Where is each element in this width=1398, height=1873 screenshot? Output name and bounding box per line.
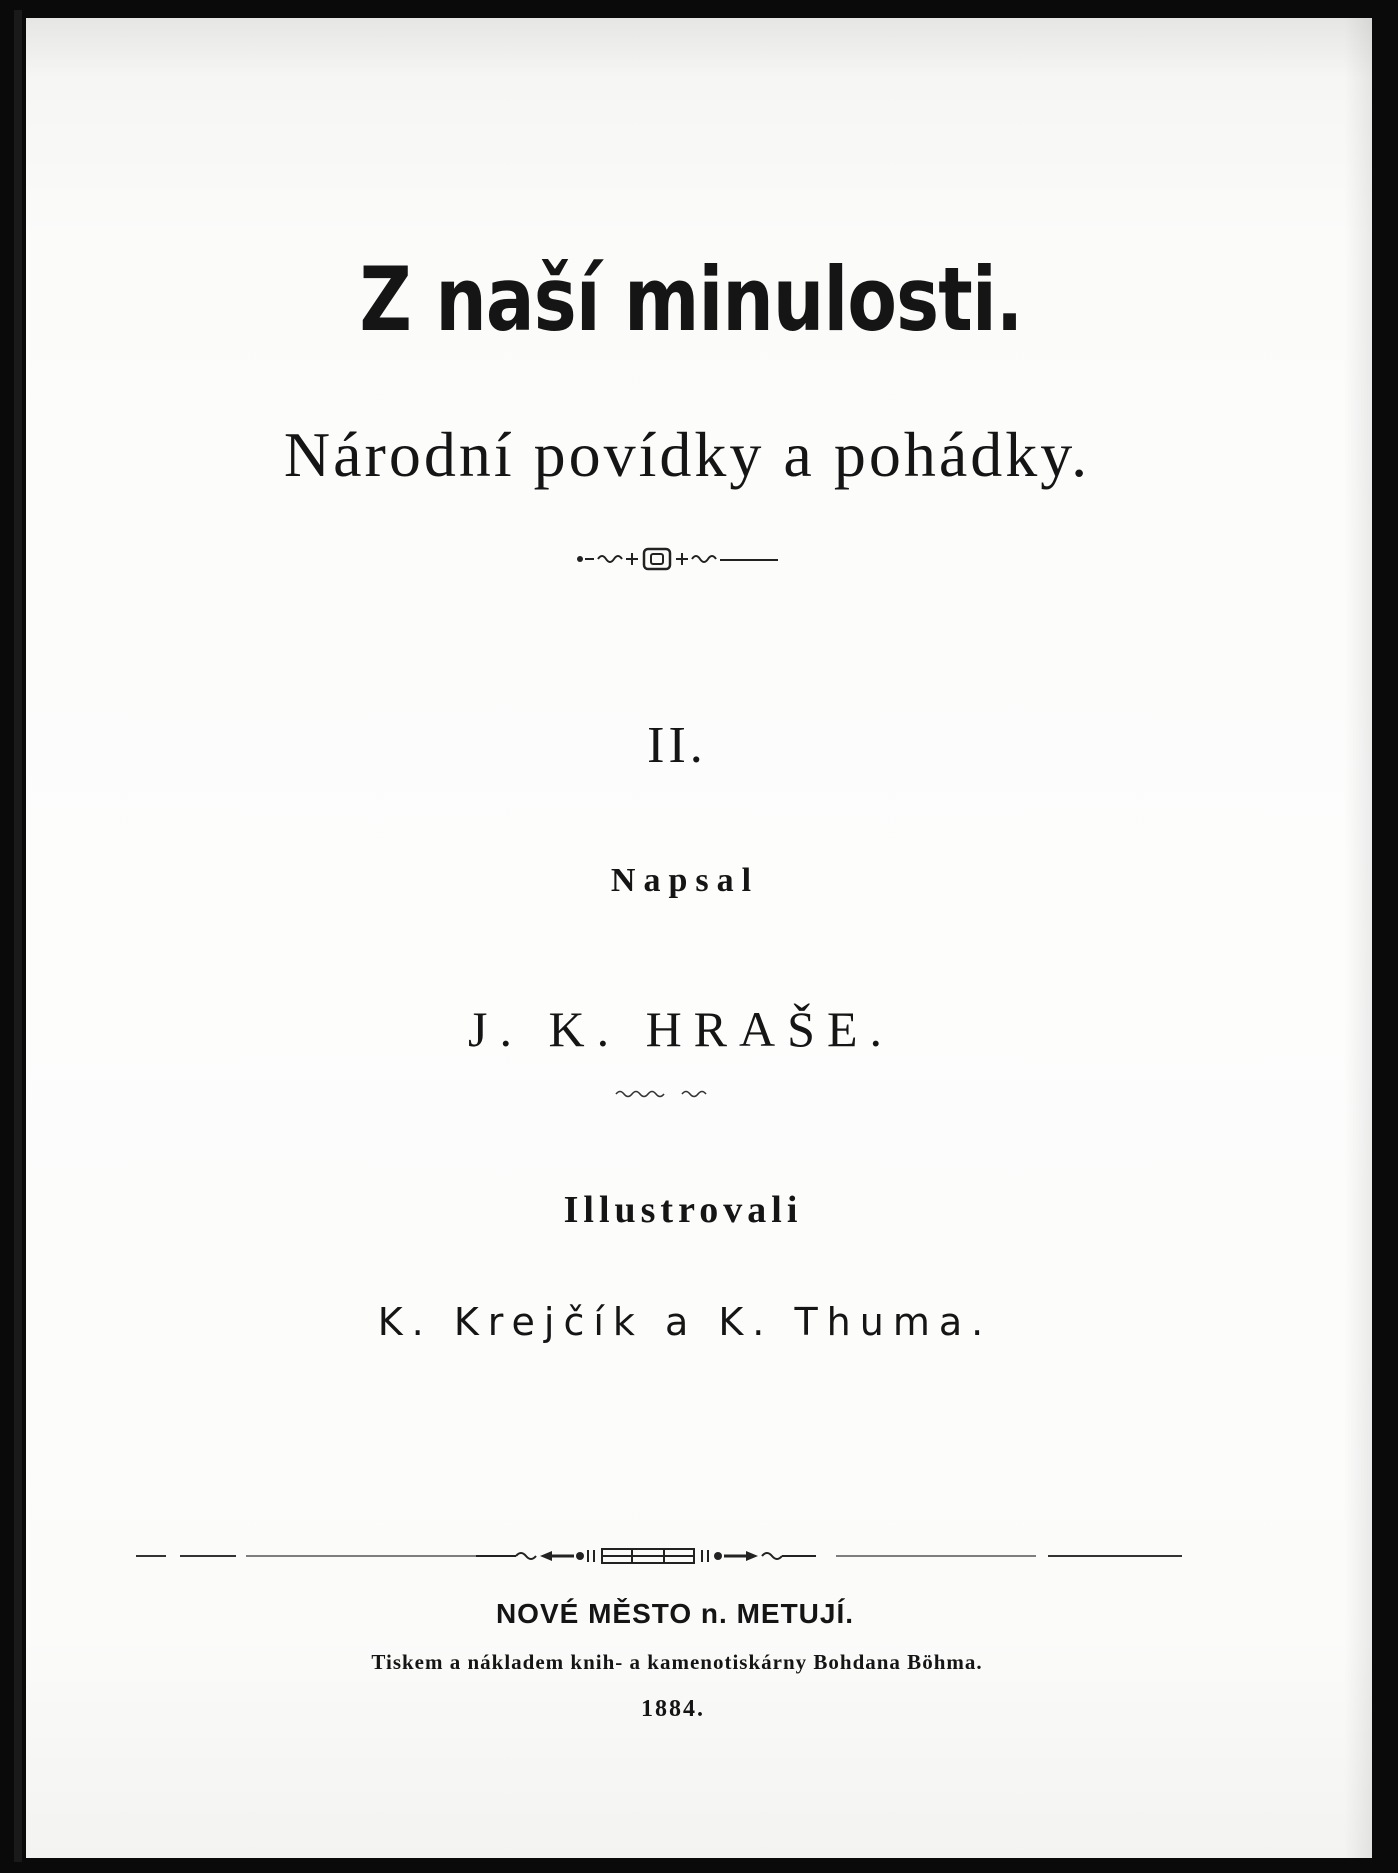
author-name: J. K. HRAŠE. xyxy=(468,1001,894,1057)
printer-imprint: Tiskem a nákladem knih- a kamenotiskárny Bohdana Böhma. xyxy=(371,1650,983,1674)
publication-place: NOVÉ MĚSTO n. METUJÍ. xyxy=(495,1598,855,1629)
publication-year: 1884. xyxy=(641,1696,705,1722)
written-by-label: Napsal xyxy=(610,862,760,899)
book-subtitle: Národní povídky a pohádky. xyxy=(283,419,1091,490)
book-spine-edge xyxy=(14,10,22,1862)
ornament-divider-top xyxy=(574,543,780,575)
volume-number: II. xyxy=(647,717,707,774)
wavy-divider xyxy=(614,1086,714,1102)
book-title: Z naší minulosti. xyxy=(359,248,1023,351)
ornament-rule-bottom xyxy=(136,1542,1182,1570)
illustrated-by-label: Illustrovali xyxy=(563,1189,803,1231)
illustrators-names: K. Krejčík a K. Thuma. xyxy=(377,1300,993,1344)
